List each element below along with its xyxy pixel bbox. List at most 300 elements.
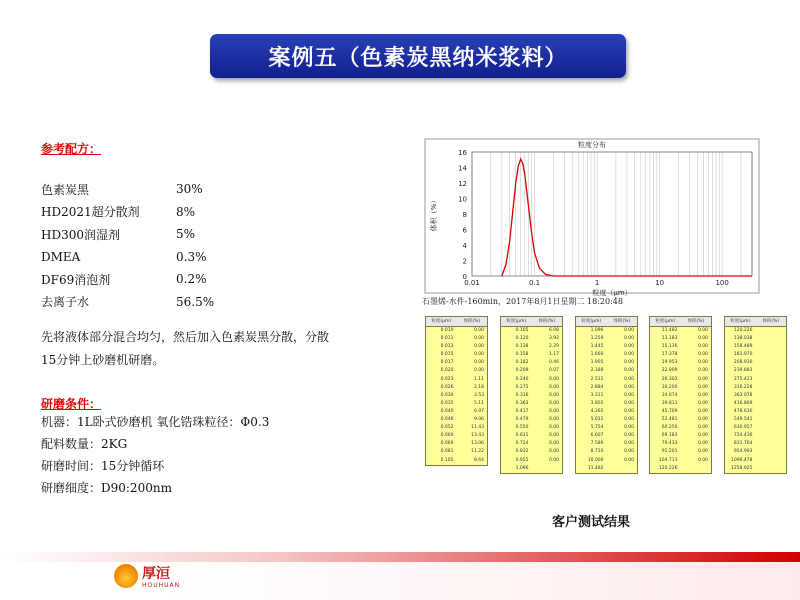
- formula-row: [41, 246, 214, 269]
- ingredient-name: DMEA: [41, 249, 81, 264]
- size-cell: 2.884: [590, 384, 604, 390]
- size-cell: 2.512: [590, 376, 604, 382]
- y-tick-label: 4: [462, 242, 467, 250]
- y-tick-label: 16: [458, 149, 467, 157]
- column-header: 体积(%): [762, 319, 780, 324]
- volume-cell: 0.00: [548, 457, 559, 463]
- volume-cell: 0.00: [548, 376, 559, 382]
- volume-cell: 0.00: [697, 384, 708, 390]
- size-cell: 0.240: [515, 376, 529, 382]
- volume-cell: 0.00: [623, 344, 634, 350]
- caption: 客户测试结果: [552, 515, 631, 530]
- table-row: [576, 376, 637, 384]
- column-header: 粒度(μm): [431, 319, 452, 324]
- table-row: [650, 392, 711, 400]
- volume-cell: 0.00: [697, 417, 708, 423]
- table-row: [576, 392, 637, 400]
- table-row: [650, 367, 711, 375]
- table-row: [650, 448, 711, 456]
- volume-cell: [756, 400, 787, 408]
- volume-cell: 0.00: [697, 457, 708, 463]
- logo-icon: [114, 564, 138, 588]
- size-cell: 1.905: [590, 360, 604, 366]
- table-row: [501, 384, 562, 392]
- table-row: [650, 465, 711, 473]
- formula-row: [41, 201, 214, 224]
- size-cell: 1096.478: [731, 457, 753, 463]
- y-axis-label: 体积（%）: [430, 196, 438, 232]
- page-title: 案例五（色素炭黑纳米浆料）: [210, 34, 626, 78]
- table-row: [426, 416, 487, 424]
- size-cell: 181.970: [733, 352, 753, 358]
- size-cell: 831.764: [733, 441, 753, 447]
- table-row: [426, 408, 487, 416]
- volume-cell: [756, 392, 787, 400]
- table-row: [426, 432, 487, 440]
- table-row: [501, 343, 562, 351]
- size-cell: 0.363: [515, 400, 529, 406]
- table-row: [725, 351, 786, 359]
- table-row: [725, 408, 786, 416]
- column-header: 粒度(μm): [506, 319, 527, 324]
- size-cell: 8.710: [590, 449, 604, 455]
- volume-cell: 11.43: [471, 425, 484, 431]
- table-row: [650, 384, 711, 392]
- ingredient-name: 去离子水: [41, 295, 90, 310]
- table-row: [650, 440, 711, 448]
- volume-cell: 2.29: [548, 344, 559, 350]
- table-row: [501, 432, 562, 440]
- table-row: [426, 384, 487, 392]
- table-row: [501, 424, 562, 432]
- size-cell: 5.012: [590, 417, 604, 423]
- size-cell: 0.158: [515, 352, 529, 358]
- volume-cell: 0.00: [623, 449, 634, 455]
- size-cell: 0.026: [440, 384, 454, 390]
- volume-cell: 0.00: [548, 425, 559, 431]
- process-line-2: 15分钟上砂磨机研磨。: [41, 353, 165, 367]
- size-cell: 120.226: [658, 465, 678, 471]
- table-row: [501, 359, 562, 367]
- volume-cell: [756, 376, 787, 384]
- table-row: [576, 440, 637, 448]
- size-cell: 91.201: [661, 449, 678, 455]
- table-header: [501, 317, 562, 327]
- volume-cell: 0.00: [623, 457, 634, 463]
- volume-cell: 0.00: [548, 408, 559, 414]
- volume-cell: 0.00: [623, 392, 634, 398]
- size-cell: 0.275: [515, 384, 529, 390]
- size-cell: 0.631: [515, 433, 529, 439]
- volume-cell: [756, 416, 787, 424]
- column-header: 体积(%): [463, 319, 481, 324]
- volume-cell: [607, 465, 638, 473]
- volume-cell: 0.00: [473, 344, 484, 350]
- table-row: [576, 457, 637, 465]
- table-row: [501, 440, 562, 448]
- y-tick-label: 0: [462, 273, 467, 281]
- table-row: [650, 424, 711, 432]
- volume-cell: 0.00: [548, 449, 559, 455]
- size-cell: 79.433: [661, 441, 678, 447]
- formula-heading: 参考配方：: [41, 142, 102, 156]
- table-header: [725, 317, 786, 327]
- size-cell: 0.550: [515, 425, 529, 431]
- table-row: [725, 367, 786, 375]
- volume-cell: 13.43: [471, 433, 484, 439]
- table-row: [426, 392, 487, 400]
- table-row: [501, 351, 562, 359]
- volume-cell: 0.00: [473, 352, 484, 358]
- volume-cell: [756, 351, 787, 359]
- size-cell: 104.713: [658, 457, 678, 463]
- size-cell: 316.228: [733, 384, 753, 390]
- volume-cell: 2.18: [473, 384, 484, 390]
- size-cell: 34.674: [661, 392, 678, 398]
- volume-cell: 5.11: [473, 400, 484, 406]
- size-cell: 0.479: [515, 417, 529, 423]
- volume-cell: [756, 343, 787, 351]
- table-row: [650, 457, 711, 465]
- table-row: [576, 327, 637, 335]
- size-cell: 10.000: [587, 457, 604, 463]
- volume-cell: [756, 424, 787, 432]
- chart-svg: [422, 136, 762, 296]
- column-header: 粒度(μm): [581, 319, 602, 324]
- table-row: [650, 343, 711, 351]
- table-row: [725, 392, 786, 400]
- table-row: [426, 448, 487, 456]
- size-cell: 13.183: [661, 336, 678, 342]
- size-cell: 275.423: [733, 376, 753, 382]
- x-tick-label: 100: [715, 279, 729, 287]
- size-cell: 1.096: [515, 465, 529, 471]
- size-cell: 0.069: [440, 441, 454, 447]
- table-row: [501, 376, 562, 384]
- particle-size-chart: [422, 136, 762, 308]
- table-row: [501, 448, 562, 456]
- size-cell: 17.378: [661, 352, 678, 358]
- size-cell: 3.802: [590, 400, 604, 406]
- size-cell: 7.586: [590, 441, 604, 447]
- table-row: [725, 327, 786, 335]
- volume-cell: [756, 367, 787, 375]
- volume-cell: 0.00: [623, 368, 634, 374]
- volume-cell: 1.11: [473, 376, 484, 382]
- volume-cell: [756, 384, 787, 392]
- volume-cell: 0.00: [697, 400, 708, 406]
- table-row: [426, 424, 487, 432]
- volume-cell: 8.64: [473, 457, 484, 463]
- table-row: [725, 465, 786, 473]
- table-row: [576, 351, 637, 359]
- table-row: [426, 359, 487, 367]
- volume-cell: 0.00: [473, 328, 484, 333]
- table-row: [725, 432, 786, 440]
- column-header: 粒度(μm): [730, 319, 751, 324]
- table-row: [725, 335, 786, 343]
- table-row: [426, 327, 487, 335]
- size-cell: 416.869: [733, 400, 753, 406]
- volume-cell: 0.00: [697, 368, 708, 374]
- size-table: [425, 316, 488, 466]
- size-cell: 1.096: [590, 328, 604, 333]
- x-tick-label: 0.1: [528, 279, 541, 287]
- volume-cell: 0.00: [623, 441, 634, 447]
- formula-list: [41, 178, 214, 313]
- volume-cell: 0.00: [623, 417, 634, 423]
- table-row: [576, 448, 637, 456]
- table-row: [650, 327, 711, 335]
- logo-text-cn: 厚洹: [142, 566, 170, 582]
- table-row: [650, 335, 711, 343]
- logo-text-en: HOUHUAN: [142, 582, 181, 589]
- table-row: [501, 416, 562, 424]
- size-cell: 0.724: [515, 441, 529, 447]
- grinding-line: 研磨时间：15分钟循环: [41, 458, 165, 473]
- table-row: [426, 335, 487, 343]
- chart-title: 粒度分布: [578, 141, 606, 149]
- size-cell: 15.136: [661, 344, 678, 350]
- volume-cell: 0.00: [697, 425, 708, 431]
- volume-cell: [756, 408, 787, 416]
- size-cell: 22.909: [661, 368, 678, 374]
- size-cell: 19.953: [661, 360, 678, 366]
- volume-cell: 0.00: [548, 417, 559, 423]
- volume-cell: 0.00: [623, 360, 634, 366]
- volume-cell: [756, 432, 787, 440]
- table-row: [501, 327, 562, 335]
- grinding-conditions: [41, 410, 269, 498]
- volume-cell: 0.00: [623, 376, 634, 382]
- size-cell: 69.183: [661, 433, 678, 439]
- column-header: 体积(%): [687, 319, 705, 324]
- x-tick-label: 10: [655, 279, 665, 287]
- company-logo: [100, 560, 200, 596]
- size-cell: 1258.925: [731, 465, 753, 471]
- table-header: [576, 317, 637, 327]
- table-row: [650, 408, 711, 416]
- size-cell: 0.182: [515, 360, 529, 366]
- table-row: [725, 343, 786, 351]
- size-distribution-tables: [425, 316, 780, 486]
- table-row: [501, 408, 562, 416]
- size-cell: 0.011: [440, 336, 454, 342]
- volume-cell: 0.00: [623, 384, 634, 390]
- table-row: [576, 400, 637, 408]
- table-row: [501, 367, 562, 375]
- size-cell: 363.078: [733, 392, 753, 398]
- size-cell: 30.200: [661, 384, 678, 390]
- volume-cell: 11.22: [471, 449, 484, 455]
- table-row: [426, 343, 487, 351]
- volume-cell: 0.00: [697, 336, 708, 342]
- ingredient-value: 0.2%: [176, 272, 207, 287]
- x-tick-label: 0.01: [464, 279, 480, 287]
- table-row: [725, 448, 786, 456]
- size-table: [649, 316, 712, 474]
- volume-cell: 0.00: [623, 433, 634, 439]
- chart-frame: [425, 139, 759, 293]
- volume-cell: 0.00: [623, 328, 634, 333]
- column-header: 体积(%): [613, 319, 631, 324]
- size-cell: 45.709: [661, 408, 678, 414]
- size-cell: 0.052: [440, 425, 454, 431]
- size-cell: 120.226: [733, 328, 753, 333]
- size-cell: 0.955: [515, 457, 529, 463]
- volume-cell: 9.06: [473, 417, 484, 423]
- table-row: [426, 367, 487, 375]
- table-row: [725, 416, 786, 424]
- ingredient-value: 5%: [176, 227, 196, 242]
- ingredient-name: HD2021超分散剂: [41, 205, 140, 220]
- table-row: [501, 400, 562, 408]
- volume-cell: [532, 465, 563, 473]
- ingredient-value: 8%: [176, 204, 196, 219]
- size-cell: 0.030: [440, 392, 454, 398]
- table-row: [426, 457, 487, 465]
- table-row: [725, 359, 786, 367]
- size-cell: 0.015: [440, 352, 454, 358]
- grinding-heading: 研磨条件：: [41, 397, 102, 411]
- size-cell: 0.046: [440, 417, 454, 423]
- volume-cell: 0.00: [473, 360, 484, 366]
- volume-cell: 6.08: [548, 328, 559, 333]
- volume-cell: 6.97: [473, 408, 484, 414]
- formula-row: [41, 291, 214, 314]
- table-row: [650, 359, 711, 367]
- volume-cell: 0.00: [548, 392, 559, 398]
- size-table: [575, 316, 638, 474]
- table-row: [576, 367, 637, 375]
- table-row: [725, 400, 786, 408]
- size-cell: 11.482: [661, 328, 678, 333]
- size-cell: 0.832: [515, 449, 529, 455]
- volume-cell: 0.00: [548, 384, 559, 390]
- formula-row: [41, 223, 214, 246]
- size-cell: 0.040: [440, 408, 454, 414]
- x-tick-label: 1: [594, 279, 600, 287]
- size-cell: 0.020: [440, 368, 454, 374]
- table-row: [650, 376, 711, 384]
- table-header: [426, 317, 487, 327]
- volume-cell: 0.46: [548, 360, 559, 366]
- size-cell: 0.316: [515, 392, 529, 398]
- volume-cell: [756, 440, 787, 448]
- size-cell: 1.259: [590, 336, 604, 342]
- volume-cell: 0.00: [697, 408, 708, 414]
- volume-cell: 0.00: [473, 336, 484, 342]
- volume-cell: [756, 359, 787, 367]
- size-cell: 478.630: [733, 408, 753, 414]
- chart-legend-text: 石墨烯-水件-160min，2017年8月1日星期二 18:20:48: [422, 297, 623, 306]
- column-header: 粒度(μm): [655, 319, 676, 324]
- volume-cell: 0.00: [697, 352, 708, 358]
- ingredient-value: 56.5%: [176, 294, 215, 309]
- table-row: [501, 335, 562, 343]
- table-row: [501, 392, 562, 400]
- column-header: 体积(%): [538, 319, 556, 324]
- ingredient-name: DF69消泡剂: [41, 272, 111, 287]
- table-row: [426, 376, 487, 384]
- volume-cell: [756, 327, 787, 335]
- table-row: [576, 343, 637, 351]
- y-tick-label: 2: [462, 257, 467, 266]
- size-cell: 208.930: [733, 360, 753, 366]
- table-header: [650, 317, 711, 327]
- table-row: [501, 457, 562, 465]
- ingredient-name: 色素炭黑: [41, 182, 90, 197]
- table-row: [650, 351, 711, 359]
- size-cell: 52.481: [661, 417, 678, 423]
- volume-cell: 0.00: [548, 441, 559, 447]
- volume-cell: 0.00: [623, 425, 634, 431]
- volume-cell: 0.00: [697, 376, 708, 382]
- table-row: [650, 432, 711, 440]
- size-cell: 26.303: [661, 376, 678, 382]
- size-cell: 39.811: [661, 400, 678, 406]
- ingredient-value: 30%: [176, 182, 203, 197]
- process-line-1: 先将液体部分混合均匀，然后加入色素炭黑分散，分散: [41, 330, 330, 344]
- size-cell: 1.445: [590, 344, 604, 350]
- volume-cell: [756, 465, 787, 473]
- size-cell: 0.120: [515, 336, 529, 342]
- size-cell: 0.081: [440, 449, 454, 455]
- size-cell: 0.010: [440, 328, 454, 333]
- grinding-line: 研磨细度：D90:200nm: [41, 480, 172, 495]
- volume-cell: 0.00: [473, 368, 484, 374]
- size-table: [500, 316, 563, 474]
- size-cell: 2.188: [590, 368, 604, 374]
- table-row: [576, 384, 637, 392]
- size-cell: 0.417: [515, 408, 529, 414]
- volume-cell: [756, 335, 787, 343]
- x-axis-label: 粒度（μm）: [592, 289, 632, 296]
- size-cell: 549.541: [733, 417, 753, 423]
- table-row: [576, 335, 637, 343]
- size-cell: 1.660: [590, 352, 604, 358]
- table-row: [426, 351, 487, 359]
- volume-cell: 0.00: [697, 344, 708, 350]
- table-row: [576, 359, 637, 367]
- table-row: [725, 384, 786, 392]
- size-cell: 0.017: [440, 360, 454, 366]
- table-row: [725, 424, 786, 432]
- table-row: [576, 424, 637, 432]
- volume-cell: 0.07: [548, 368, 559, 374]
- volume-cell: 3.53: [473, 392, 484, 398]
- size-cell: 5.754: [590, 425, 604, 431]
- y-tick-label: 12: [458, 180, 467, 188]
- size-cell: 0.105: [440, 457, 454, 463]
- volume-cell: 0.00: [623, 400, 634, 406]
- table-row: [650, 400, 711, 408]
- size-cell: 11.482: [587, 465, 604, 471]
- table-row: [576, 408, 637, 416]
- table-row: [725, 457, 786, 465]
- size-cell: 724.436: [733, 433, 753, 439]
- y-tick-label: 6: [462, 226, 467, 235]
- volume-cell: 0.00: [548, 433, 559, 439]
- table-row: [426, 400, 487, 408]
- y-tick-label: 14: [458, 164, 467, 173]
- size-cell: 0.035: [440, 400, 454, 406]
- volume-cell: 0.00: [697, 449, 708, 455]
- size-cell: 4.365: [590, 408, 604, 414]
- table-row: [725, 376, 786, 384]
- size-cell: 158.489: [733, 344, 753, 350]
- table-row: [576, 432, 637, 440]
